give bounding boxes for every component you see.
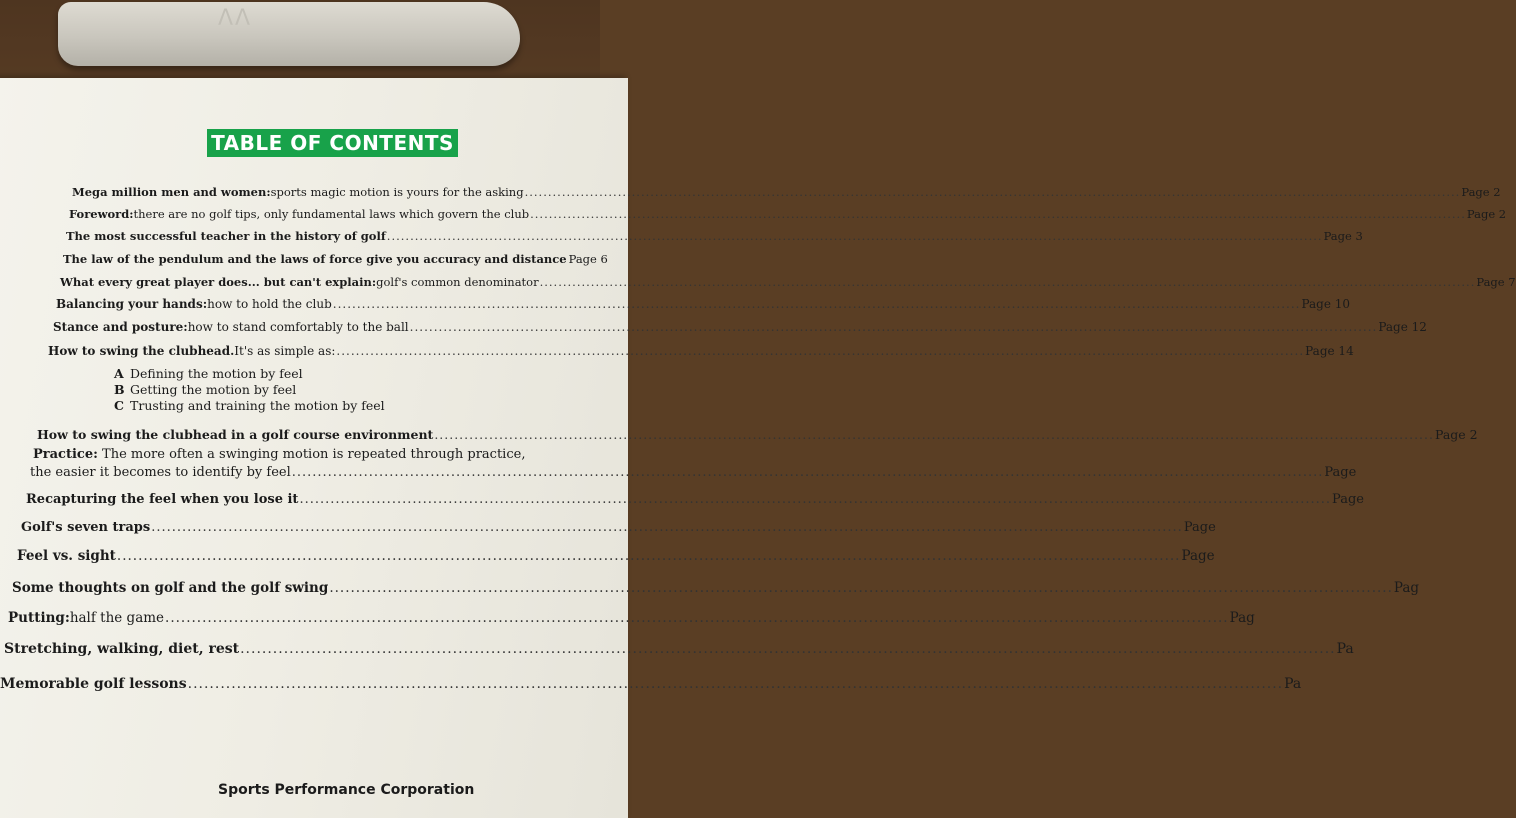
toc-entry-first-line (33, 447, 525, 462)
toc-entry-text: how to stand comfortably to the ball (187, 320, 409, 334)
title-banner (207, 129, 458, 157)
toc-leader (333, 297, 1301, 311)
subitem-letter: C (114, 398, 124, 413)
toc-page-number: Page 2 (1466, 207, 1507, 221)
toc-leader (336, 344, 1304, 358)
toc-entry-heading: Feel vs. sight (17, 548, 116, 564)
toc-entry (26, 492, 1364, 507)
toc-entry (56, 297, 1351, 311)
toc-entry-heading: Foreword: (69, 207, 134, 221)
toc-page-number: Page 10 (1301, 297, 1351, 311)
toc-page-number: Pag (1393, 580, 1420, 596)
toc-entry-heading: Putting: (8, 610, 70, 626)
clip-embossed-logo: ΛΛ (218, 6, 253, 31)
toc-page-number: Page (1324, 465, 1357, 480)
toc-entry-heading: Practice: (33, 447, 98, 462)
subitem-text: Trusting and training the motion by feel (130, 398, 385, 413)
toc-page-number: Page (1181, 548, 1215, 564)
toc-leader (387, 229, 1323, 243)
toc-entry-text: sports magic motion is yours for the asking (270, 185, 524, 199)
toc-entry-heading: Memorable golf lessons (0, 676, 187, 692)
toc-leader (240, 641, 1336, 657)
toc-entry (37, 427, 1478, 442)
toc-entry (17, 548, 1215, 564)
subitem-letter: B (114, 382, 125, 397)
clipboard-clip (58, 2, 520, 66)
toc-entry-text: It's as simple as: (234, 344, 336, 358)
toc-entry (21, 520, 1216, 535)
toc-entry-text: how to hold the club (207, 297, 332, 311)
toc-page-number: Pa (1284, 676, 1302, 692)
toc-entry-heading: What every great player does... but can't explain: (60, 275, 377, 289)
toc-leader (329, 580, 1393, 596)
toc-page-number: Page 2 (1461, 185, 1501, 199)
toc-entry (8, 610, 1255, 626)
toc-entry-heading: Recapturing the feel when you lose it (26, 492, 299, 507)
toc-entry-text: golf's common denominator (376, 275, 539, 289)
toc-entry (0, 676, 1302, 692)
toc-page-number: Page (1183, 520, 1216, 535)
toc-leader (188, 676, 1284, 692)
toc-entry-text: The more often a swinging motion is repeated through practice, (97, 447, 526, 462)
page-title: TABLE OF CONTENTS (211, 131, 454, 155)
toc-entry-text: half the game (69, 610, 165, 626)
toc-entry-heading: Some thoughts on golf and the golf swing (12, 580, 329, 596)
toc-page-number: Page 6 (568, 252, 608, 266)
publisher-footer: Sports Performance Corporation (218, 782, 475, 798)
toc-page-number: Page 12 (1378, 320, 1427, 334)
toc-entry-heading: The law of the pendulum and the laws of force give you accuracy and distance (63, 252, 567, 266)
toc-leader (410, 320, 1378, 334)
toc-subitem (114, 382, 296, 397)
toc-entry (66, 229, 1363, 243)
toc-leader (165, 610, 1229, 626)
toc-page-number: Page 3 (1323, 229, 1363, 243)
toc-entry (12, 580, 1420, 596)
toc-page-number: Page (1332, 492, 1364, 507)
toc-entry (69, 207, 1507, 221)
toc-entry-heading: Stance and posture: (53, 320, 188, 334)
toc-page-number: Pa (1336, 641, 1354, 657)
toc-entry (63, 252, 608, 266)
toc-entry (53, 320, 1427, 334)
subitem-text: Getting the motion by feel (130, 382, 297, 397)
toc-entry (60, 275, 1516, 289)
toc-page-number: Page 7 (1476, 275, 1516, 289)
toc-entry-heading: The most successful teacher in the history of golf (66, 229, 386, 243)
toc-subitem (114, 398, 385, 413)
toc-entry (30, 465, 1357, 480)
toc-leader (525, 185, 1461, 199)
toc-entry-heading: Mega million men and women: (72, 185, 271, 199)
toc-leader (292, 465, 1324, 480)
toc-entry (4, 641, 1354, 657)
toc-page-number: Page 14 (1305, 344, 1354, 358)
toc-leader (434, 427, 1434, 442)
toc-entry (72, 185, 1501, 199)
subitem-letter: A (114, 366, 124, 381)
toc-entry-heading: How to swing the clubhead. (48, 344, 235, 358)
toc-page-number: Pag (1229, 610, 1255, 626)
toc-entry-continuation: the easier it becomes to identify by feel (30, 465, 291, 480)
toc-entry-heading: How to swing the clubhead in a golf course environment (37, 427, 434, 442)
toc-entry-text: there are no golf tips, only fundamental laws which govern the club (133, 207, 530, 221)
toc-entry-heading: Balancing your hands: (56, 297, 208, 311)
toc-entry-heading: Golf's seven traps (21, 520, 151, 535)
toc-leader (530, 207, 1466, 221)
subitem-text: Defining the motion by feel (130, 366, 303, 381)
toc-leader (117, 548, 1181, 564)
toc-leader (151, 520, 1183, 535)
toc-subitem (114, 366, 303, 381)
toc-entry (48, 344, 1354, 358)
toc-entry-heading: Stretching, walking, diet, rest (4, 641, 240, 657)
toc-leader (299, 492, 1331, 507)
toc-leader (540, 275, 1476, 289)
toc-page-number: Page 2 (1434, 427, 1478, 442)
